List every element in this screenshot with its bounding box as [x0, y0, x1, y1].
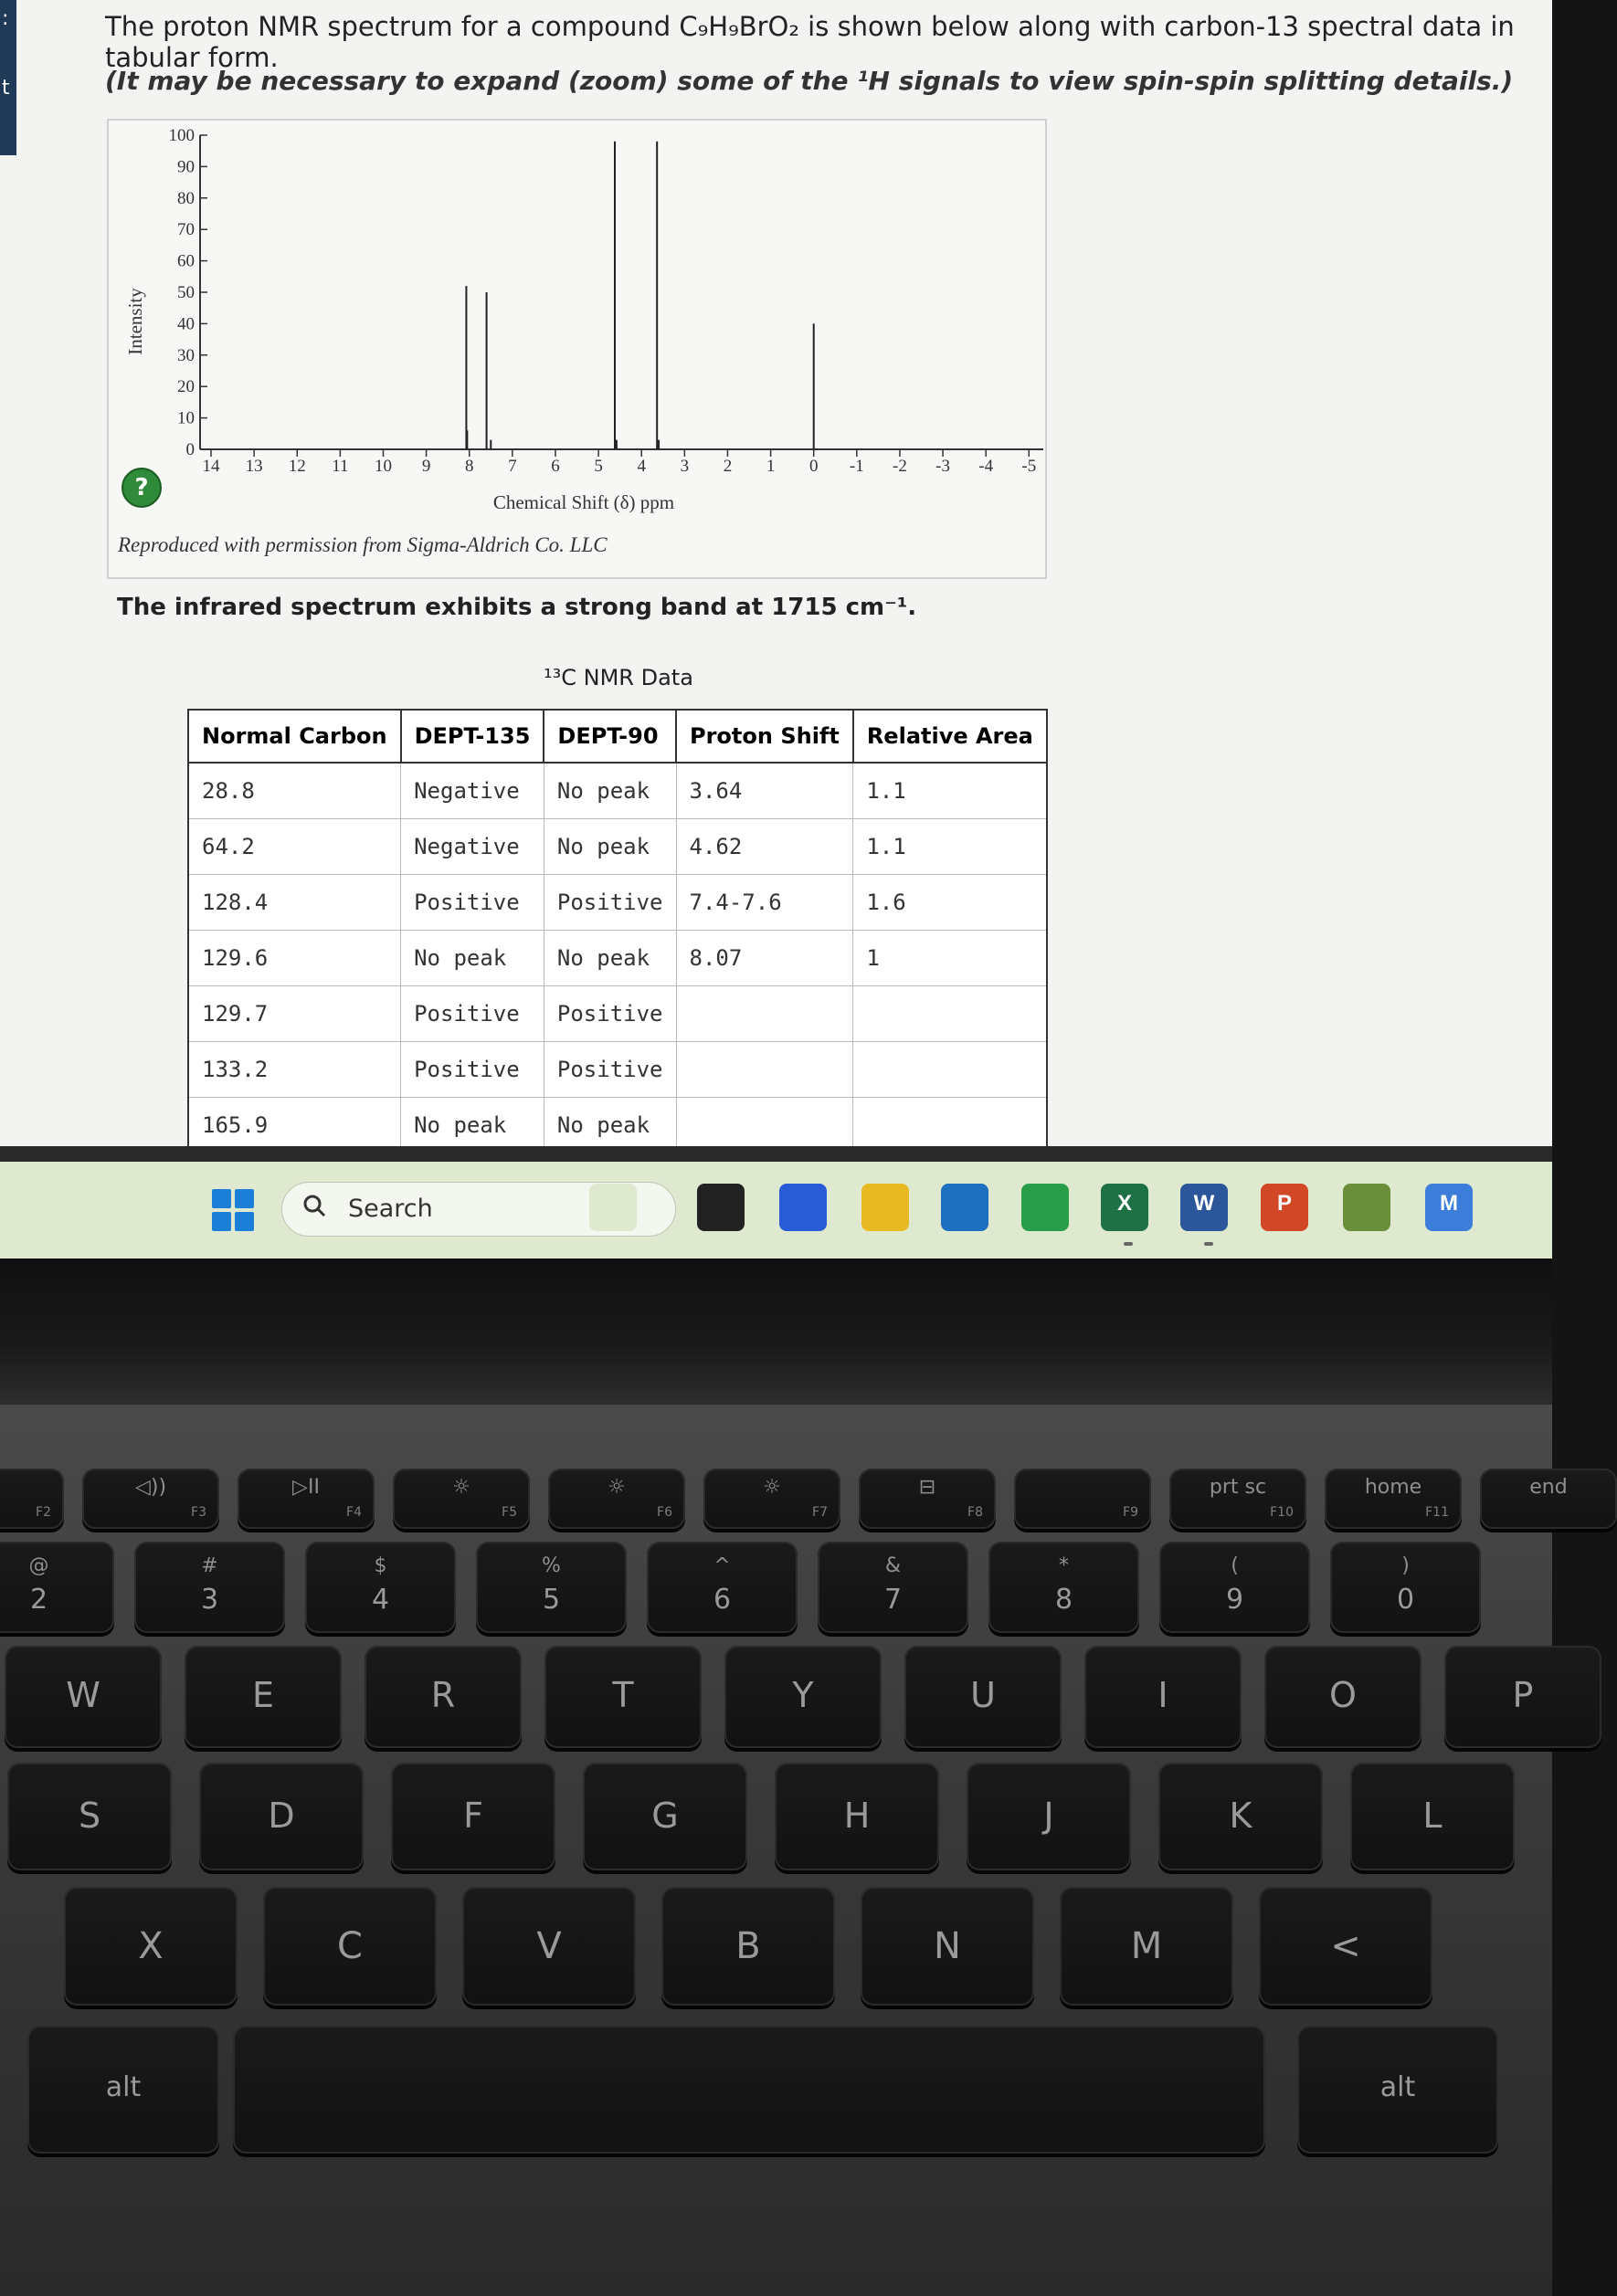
- x-tick-label: -2: [893, 457, 907, 476]
- key-letter: U: [970, 1675, 996, 1715]
- space-bar[interactable]: [233, 2026, 1265, 2154]
- x-tick-label: 5: [594, 457, 603, 476]
- letter-key[interactable]: [904, 1646, 1062, 1748]
- table-cell: Positive: [401, 986, 544, 1042]
- number-key-shift: $: [374, 1554, 387, 1577]
- number-key[interactable]: [1159, 1542, 1310, 1633]
- table-cell: 8.07: [676, 931, 853, 986]
- table-cell: 4.62: [676, 819, 853, 875]
- number-key[interactable]: [476, 1542, 627, 1633]
- y-tick-label: 20: [177, 377, 195, 397]
- function-key[interactable]: [1480, 1469, 1617, 1529]
- number-key-label: 9: [1225, 1584, 1244, 1616]
- function-key-label: F9: [1123, 1505, 1138, 1520]
- letter-key[interactable]: [967, 1763, 1131, 1870]
- key-letter: E: [251, 1675, 274, 1715]
- x-tick-label: 0: [808, 457, 819, 476]
- key-letter: I: [1157, 1675, 1168, 1715]
- key-letter: X: [138, 1925, 164, 1967]
- app-icon-label: P: [1276, 1191, 1292, 1216]
- table-cell: [853, 1042, 1047, 1098]
- number-key-label: 8: [1054, 1584, 1073, 1616]
- function-key[interactable]: [859, 1469, 996, 1529]
- app-icon-label: W: [1193, 1191, 1215, 1216]
- y-tick-label: 90: [177, 157, 195, 177]
- letter-key[interactable]: [199, 1763, 364, 1870]
- table-cell: [676, 1042, 853, 1098]
- key-letter: D: [268, 1796, 295, 1836]
- windows-taskbar: [0, 1162, 1552, 1259]
- windows-start-icon[interactable]: [212, 1189, 254, 1231]
- key-letter: <: [1330, 1925, 1361, 1967]
- folder-app-icon[interactable]: [697, 1184, 745, 1231]
- table-cell: No peak: [544, 763, 676, 819]
- number-key-label: 7: [883, 1584, 903, 1616]
- function-key[interactable]: [1014, 1469, 1151, 1529]
- table-row: [188, 763, 1047, 819]
- word-icon[interactable]: [1180, 1184, 1228, 1231]
- c13-nmr-table: [187, 709, 1048, 1153]
- function-key[interactable]: [1325, 1469, 1462, 1529]
- function-key-icon: ◁)): [134, 1476, 167, 1499]
- function-key-icon: ☼: [763, 1476, 781, 1499]
- number-key-shift: *: [1059, 1554, 1069, 1577]
- x-tick-label: -1: [849, 457, 864, 476]
- x-tick-label: 4: [637, 457, 646, 476]
- table-cell: Negative: [401, 819, 544, 875]
- search-icon: [302, 1194, 326, 1217]
- number-key-shift: ^: [713, 1554, 731, 1577]
- letter-key[interactable]: [583, 1763, 747, 1870]
- table-cell: 64.2: [188, 819, 401, 875]
- table-cell: Negative: [401, 763, 544, 819]
- key-letter: C: [337, 1925, 363, 1967]
- x-tick-label: 7: [508, 457, 517, 476]
- x-tick-label: 9: [421, 457, 431, 476]
- table-cell: [853, 986, 1047, 1042]
- x-tick-label: -5: [1021, 457, 1037, 476]
- letter-key[interactable]: [1259, 1887, 1432, 2006]
- key-letter: R: [430, 1675, 456, 1715]
- function-key-label: F7: [812, 1505, 828, 1520]
- app-icon-label: X: [1116, 1191, 1132, 1216]
- meet-app-icon[interactable]: [779, 1184, 827, 1231]
- letter-key[interactable]: [64, 1887, 238, 2006]
- table-cell: 128.4: [188, 875, 401, 931]
- excel-icon[interactable]: [1101, 1184, 1148, 1231]
- key-letter: T: [612, 1675, 634, 1715]
- copilot-app-icon[interactable]: [589, 1184, 637, 1231]
- laptop-bezel: [0, 1259, 1552, 1405]
- chrome-icon[interactable]: [1021, 1184, 1069, 1231]
- letter-key[interactable]: [391, 1763, 555, 1870]
- number-key[interactable]: [0, 1542, 114, 1633]
- function-key-icon: ▷II: [292, 1476, 320, 1499]
- letter-key[interactable]: [1084, 1646, 1242, 1748]
- nmr-spectrum-panel: [107, 119, 1047, 579]
- table-row: [188, 875, 1047, 931]
- function-key[interactable]: [548, 1469, 685, 1529]
- y-axis-label: Intensity: [124, 288, 146, 355]
- number-key-shift: (: [1231, 1554, 1239, 1577]
- table-cell: 129.7: [188, 986, 401, 1042]
- letter-key[interactable]: [1158, 1763, 1323, 1870]
- number-key-label: 6: [713, 1584, 732, 1616]
- key-letter: G: [651, 1796, 679, 1836]
- function-key-icon: end: [1529, 1476, 1568, 1499]
- key-letter: F: [463, 1796, 483, 1836]
- table-cell: 165.9: [188, 1098, 401, 1153]
- function-key[interactable]: [1169, 1469, 1306, 1529]
- table-cell: No peak: [544, 931, 676, 986]
- app-icon-label: M: [1440, 1191, 1458, 1216]
- left-edge-glyph: t: [2, 77, 10, 100]
- table-cell: 1.1: [853, 763, 1047, 819]
- y-tick-label: 10: [177, 408, 195, 428]
- key-letter: V: [536, 1925, 562, 1967]
- letter-key[interactable]: [1060, 1887, 1233, 2006]
- table-cell: 133.2: [188, 1042, 401, 1098]
- y-tick-label: 0: [185, 440, 195, 459]
- alt-label: alt: [105, 2071, 142, 2103]
- file-explorer-icon[interactable]: [861, 1184, 909, 1231]
- number-key-label: 5: [542, 1584, 561, 1616]
- function-key[interactable]: [393, 1469, 530, 1529]
- number-key[interactable]: [134, 1542, 285, 1633]
- x-tick-label: 13: [245, 457, 263, 476]
- x-tick-label: 10: [374, 457, 392, 476]
- table-cell: No peak: [544, 1098, 676, 1153]
- y-tick-label: 30: [177, 345, 195, 365]
- letter-key[interactable]: [7, 1763, 172, 1870]
- letter-key[interactable]: [775, 1763, 939, 1870]
- number-key-shift: #: [201, 1554, 218, 1577]
- key-letter: H: [843, 1796, 871, 1836]
- x-axis-label: Chemical Shift (δ) ppm: [492, 491, 675, 513]
- c13-table-title: ¹³C NMR Data: [544, 665, 693, 690]
- table-cell: 3.64: [676, 763, 853, 819]
- alt-right-key[interactable]: [1297, 2026, 1498, 2154]
- letter-key[interactable]: [544, 1646, 702, 1748]
- number-key-shift: &: [884, 1554, 902, 1577]
- question-intro: The proton NMR spectrum for a compound C₉H₉BrO₂ is shown below along with carbon-13 spectral data in tabular form.: [105, 11, 1515, 73]
- minecraft-icon[interactable]: [1343, 1184, 1390, 1231]
- function-key-label: F4: [346, 1505, 362, 1520]
- key-letter: J: [1043, 1796, 1054, 1836]
- letter-key[interactable]: [661, 1887, 835, 2006]
- x-tick-label: 11: [332, 457, 349, 476]
- key-letter: W: [66, 1675, 100, 1715]
- table-row: [188, 819, 1047, 875]
- letter-key[interactable]: [1444, 1646, 1601, 1748]
- table-cell: No peak: [401, 1098, 544, 1153]
- column-header: DEPT-135: [401, 710, 544, 763]
- letter-key[interactable]: [365, 1646, 522, 1748]
- table-cell: 129.6: [188, 931, 401, 986]
- nmr-spectrum-chart: [109, 121, 1045, 577]
- table-cell: [676, 1098, 853, 1153]
- key-letter: S: [78, 1796, 101, 1836]
- number-key[interactable]: [988, 1542, 1139, 1633]
- number-key-label: 3: [200, 1584, 219, 1616]
- column-header: DEPT-90: [544, 710, 676, 763]
- letter-key[interactable]: [1264, 1646, 1421, 1748]
- key-letter: Y: [792, 1675, 814, 1715]
- spectrum-credit: Reproduced with permission from Sigma-Aldrich Co. LLC: [118, 533, 608, 556]
- letter-key[interactable]: [5, 1646, 162, 1748]
- x-tick-label: -4: [978, 457, 994, 476]
- key-letter: O: [1329, 1675, 1357, 1715]
- function-key[interactable]: [703, 1469, 840, 1529]
- number-key-shift: %: [542, 1554, 561, 1577]
- y-tick-label: 100: [168, 126, 195, 145]
- letter-key[interactable]: [861, 1887, 1034, 2006]
- help-icon[interactable]: ?: [122, 468, 162, 508]
- column-header: Proton Shift: [676, 710, 853, 763]
- store-app-icon[interactable]: [941, 1184, 988, 1231]
- x-tick-label: 8: [464, 457, 474, 476]
- table-cell: Positive: [401, 1042, 544, 1098]
- x-tick-label: 6: [551, 457, 560, 476]
- running-indicator: [1204, 1242, 1213, 1246]
- table-cell: [853, 1098, 1047, 1153]
- x-tick-label: 14: [202, 457, 220, 476]
- letter-key[interactable]: [462, 1887, 636, 2006]
- table-header-row: [188, 710, 1047, 763]
- letter-key[interactable]: [185, 1646, 342, 1748]
- function-key-label: F11: [1425, 1505, 1449, 1520]
- number-key-shift: ): [1401, 1554, 1410, 1577]
- table-cell: Positive: [544, 1042, 676, 1098]
- table-row: [188, 986, 1047, 1042]
- y-tick-label: 70: [177, 220, 195, 240]
- letter-key[interactable]: [1350, 1763, 1515, 1870]
- table-cell: No peak: [544, 819, 676, 875]
- letter-key[interactable]: [724, 1646, 882, 1748]
- function-key-label: F3: [191, 1505, 206, 1520]
- running-indicator: [1124, 1242, 1133, 1246]
- letter-key[interactable]: [263, 1887, 437, 2006]
- number-key[interactable]: [1330, 1542, 1481, 1633]
- x-tick-label: 1: [766, 457, 776, 476]
- table-row: [188, 931, 1047, 986]
- laptop-screen: [0, 0, 1552, 1146]
- key-letter: M: [1130, 1925, 1163, 1967]
- number-key[interactable]: [647, 1542, 798, 1633]
- function-key-label: F5: [502, 1505, 517, 1520]
- table-row: [188, 1042, 1047, 1098]
- key-letter: P: [1512, 1675, 1534, 1715]
- key-letter: L: [1422, 1796, 1443, 1836]
- table-cell: [676, 986, 853, 1042]
- number-key-label: 4: [371, 1584, 390, 1616]
- table-cell: 28.8: [188, 763, 401, 819]
- chrome-profile-icon[interactable]: [1425, 1184, 1473, 1231]
- function-key-label: F6: [657, 1505, 672, 1520]
- y-tick-label: 80: [177, 188, 195, 208]
- table-cell: 1.6: [853, 875, 1047, 931]
- function-key-label: F8: [967, 1505, 983, 1520]
- function-key-icon: ☼: [608, 1476, 626, 1499]
- x-tick-label: 3: [680, 457, 690, 476]
- ir-note: The infrared spectrum exhibits a strong band at 1715 cm⁻¹.: [117, 594, 917, 621]
- table-cell: No peak: [401, 931, 544, 986]
- column-header: Relative Area: [853, 710, 1047, 763]
- left-edge-glyph: :: [2, 7, 9, 30]
- key-letter: K: [1229, 1796, 1252, 1836]
- y-tick-label: 50: [177, 283, 195, 302]
- x-tick-label: 2: [723, 457, 733, 476]
- laptop-keyboard: [0, 1405, 1568, 2296]
- function-key-icon: home: [1364, 1476, 1422, 1499]
- table-row: [188, 1098, 1047, 1153]
- table-cell: Positive: [401, 875, 544, 931]
- zoom-hint: (It may be necessary to expand (zoom) some of the ¹H signals to view spin-spin splitting details.): [105, 66, 1514, 96]
- function-key-icon: ⊟: [918, 1476, 936, 1499]
- number-key-shift: @: [28, 1554, 49, 1577]
- table-cell: 1: [853, 931, 1047, 986]
- column-header: Normal Carbon: [188, 710, 401, 763]
- function-key[interactable]: [82, 1469, 219, 1529]
- left-edge-panel: [0, 0, 16, 155]
- key-letter: B: [735, 1925, 761, 1967]
- table-cell: 1.1: [853, 819, 1047, 875]
- number-key-label: 0: [1396, 1584, 1415, 1616]
- x-tick-label: 12: [288, 457, 306, 476]
- table-body: [188, 763, 1047, 1153]
- key-letter: N: [934, 1925, 961, 1967]
- number-key-label: 2: [29, 1584, 48, 1616]
- function-key-label: F10: [1270, 1505, 1294, 1520]
- function-key-label: F2: [36, 1505, 51, 1520]
- function-key[interactable]: [238, 1469, 375, 1529]
- function-key[interactable]: [0, 1469, 64, 1529]
- function-key-icon: prt sc: [1209, 1476, 1267, 1499]
- alt-left-key[interactable]: [27, 2026, 219, 2154]
- function-key-icon: ☼: [452, 1476, 470, 1499]
- table-cell: 7.4-7.6: [676, 875, 853, 931]
- table-cell: Positive: [544, 875, 676, 931]
- number-key[interactable]: [305, 1542, 456, 1633]
- y-tick-label: 60: [177, 251, 195, 271]
- table-cell: Positive: [544, 986, 676, 1042]
- number-key[interactable]: [818, 1542, 968, 1633]
- powerpoint-icon[interactable]: [1261, 1184, 1308, 1231]
- x-tick-label: -3: [935, 457, 950, 476]
- search-label: Search: [348, 1195, 433, 1223]
- alt-label: alt: [1379, 2071, 1416, 2103]
- y-tick-label: 40: [177, 314, 195, 334]
